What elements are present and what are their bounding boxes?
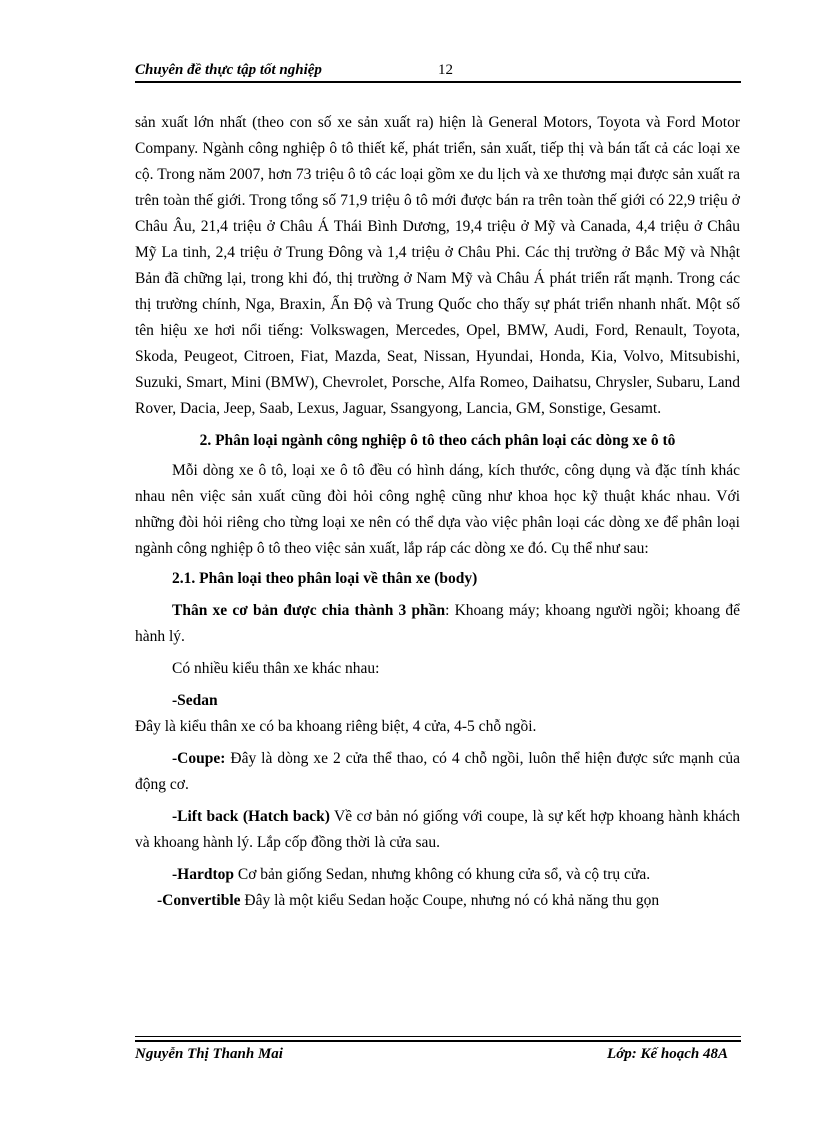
sedan-description: Đây là kiểu thân xe có ba khoang riêng biệt, 4 cửa, 4-5 chỗ ngồi. bbox=[135, 718, 537, 735]
page-body bbox=[135, 110, 740, 914]
page-header bbox=[135, 60, 740, 82]
convertible-description: Đây là một kiểu Sedan hoặc Coupe, nhưng nó có khả năng thu gọn bbox=[240, 892, 660, 909]
page-footer bbox=[135, 1046, 740, 1068]
body-parts-text: : Khoang máy; khoang người ngồi; khoang để hành lý. bbox=[135, 602, 740, 645]
footer-rule-thin bbox=[135, 1036, 741, 1037]
document-title: Chuyên đề thực tập tốt nghiệp bbox=[135, 62, 322, 78]
section-heading-2: 2. Phân loại ngành công nghiệp ô tô theo cách phân loại các dòng xe ô tô bbox=[199, 432, 676, 449]
paragraph-coupe bbox=[135, 746, 740, 798]
paragraph-convertible bbox=[135, 888, 740, 914]
hardtop-description: Cơ bản giống Sedan, nhưng không có khung cửa sổ, và cộ trụ cửa. bbox=[234, 866, 651, 883]
sedan-label: -Sedan bbox=[172, 692, 218, 709]
section-heading-2-1: 2.1. Phân loại theo phân loại về thân xe (body) bbox=[172, 570, 478, 587]
paragraph-classification-intro: Mỗi dòng xe ô tô, loại xe ô tô đều có hình dáng, kích thước, công dụng và đặc tính khác nhau nên việc sản xuất cũng đòi hỏi công nghệ cũng như khoa học kỹ thuật khác nhau. Với những đòi hỏi riêng cho từng loại xe nên có thể dựa vào việc phân loại các dòng xe để phân loại ngành công nghiệp ô tô theo việc sản xuất, lắp ráp các dòng xe đó. Cụ thể như sau: bbox=[135, 462, 740, 557]
class-name: Lớp: Kế hoạch 48A bbox=[607, 1046, 728, 1062]
author-name: Nguyễn Thị Thanh Mai bbox=[135, 1046, 283, 1062]
lift-back-description: Về cơ bản nó giống với coupe, là sự kết hợp khoang hành khách và khoang hành lý. Lắp cốp đồng thời là cửa sau. bbox=[135, 808, 740, 851]
hardtop-label: -Hardtop bbox=[172, 866, 234, 883]
paragraph-lift-back bbox=[135, 804, 740, 856]
footer-rule-thick bbox=[135, 1040, 741, 1042]
lift-back-label: -Lift back (Hatch back) bbox=[172, 808, 330, 825]
paragraph-body-types-intro: Có nhiều kiểu thân xe khác nhau: bbox=[172, 660, 380, 677]
body-parts-lead: Thân xe cơ bản được chia thành 3 phần bbox=[172, 602, 446, 619]
coupe-label: -Coupe: bbox=[172, 750, 226, 767]
convertible-label: -Convertible bbox=[157, 892, 241, 909]
paragraph-hardtop bbox=[135, 862, 740, 888]
paragraph-body-parts bbox=[135, 598, 740, 650]
coupe-description: Đây là dòng xe 2 cửa thể thao, có 4 chỗ ngồi, luôn thể hiện được sức mạnh của động cơ. bbox=[135, 750, 740, 793]
page-number: 12 bbox=[438, 62, 453, 78]
paragraph-industry-overview: sản xuất lớn nhất (theo con số xe sản xuất ra) hiện là General Motors, Toyota và Ford Motor Company. Ngành công nghiệp ô tô thiết kế, phát triển, sản xuất, tiếp thị và bán tất cả các loại xe cộ. Trong năm 2007, hơn 73 triệu ô tô các loại gồm xe du lịch và xe thương mại được sản xuất ra trên toàn thế giới. Trong tổng số 71,9 triệu ô tô mới được bán ra trên toàn thế giới có 22,9 triệu ở Châu Âu, 21,4 triệu ở Châu Á Thái Bình Dương, 19,4 triệu ở Mỹ và Canada, 4,4 triệu ở Châu Mỹ La tinh, 2,4 triệu ở Trung Đông và 1,4 triệu ở Châu Phi. Các thị trường ở Bắc Mỹ và Nhật Bản đã chững lại, trong khi đó, thị trường ở Nam Mỹ và Châu Á phát triển rất mạnh. Trong các thị trường chính, Nga, Braxin, Ấn Độ và Trung Quốc cho thấy sự phát triển nhanh nhất. Một số tên hiệu xe hơi nổi tiếng: Volkswagen, Mercedes, Opel, BMW, Audi, Ford, Renault, Toyota, Skoda, Peugeot, Citroen, Fiat, Mazda, Seat, Nissan, Hyundai, Honda, Kia, Volvo, Mitsubishi, Suzuki, Smart, Mini (BMW), Chevrolet, Porsche, Alfa Romeo, Daihatsu, Chrysler, Subaru, Land Rover, Dacia, Jeep, Saab, Lexus, Jaguar, Ssangyong, Lancia, GM, Sonstige, Gesamt. bbox=[135, 114, 740, 417]
header-rule bbox=[135, 81, 741, 83]
